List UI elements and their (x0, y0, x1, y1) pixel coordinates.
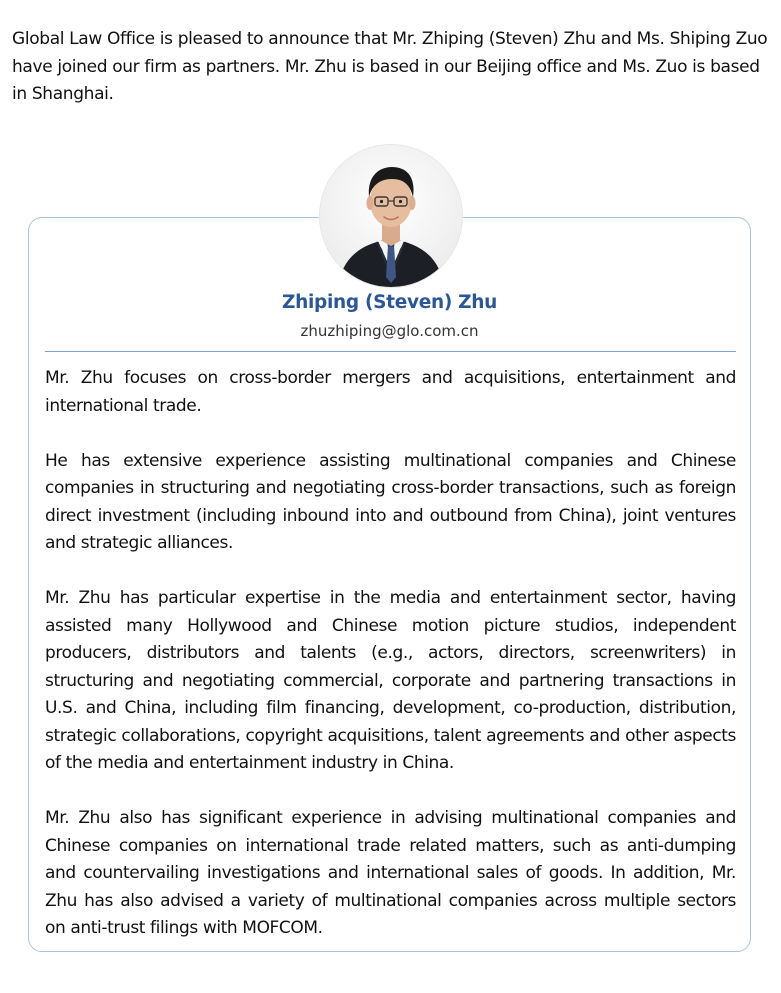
profile-email[interactable]: zhuzhiping@glo.com.cn (300, 322, 479, 340)
announcement-intro: Global Law Office is pleased to announce that Mr. Zhiping (Steven) Zhu and Ms. Shiping Zuo have joined our firm as partners. Mr. Zhu is based in our Beijing office and Ms. Zuo is based in Shanghai. (12, 29, 768, 104)
profile-name: Zhiping (Steven) Zhu (282, 292, 497, 313)
bio-paragraph: Mr. Zhu also has significant experience in advising multinational companies and Chinese companies on international trade related matters, such as anti-dumping and countervailing investigations and international sales of goods. In addition, Mr. Zhu has also advised a variety of multinational companies across multiple sectors on anti-trust filings with MOFCOM. (45, 808, 736, 938)
bio-paragraph: Mr. Zhu has particular expertise in the media and entertainment sector, having assisted many Hollywood and Chinese motion picture studios, independent producers, distributors and talents (e.g., actors, directors, screenwriters) in structuring and negotiating commercial, corporate and partnering transactions in U.S. and China, including film financing, development, co-production, distribution, strategic collaborations, copyright acquisitions, talent agreements and other aspects of the media and entertainment industry in China. (45, 588, 736, 773)
profile-bio (45, 365, 736, 970)
bio-paragraph: He has extensive experience assisting multinational companies and Chinese companies in structuring and negotiating cross-border transactions, such as foreign direct investment (including inbound into and outbound from China), joint ventures and strategic alliances. (45, 450, 736, 553)
profile-photo (320, 145, 462, 287)
bio-paragraph: Mr. Zhu focuses on cross-border mergers and acquisitions, entertainment and international trade. (45, 368, 736, 416)
portrait-image (320, 145, 462, 287)
divider (45, 351, 736, 352)
